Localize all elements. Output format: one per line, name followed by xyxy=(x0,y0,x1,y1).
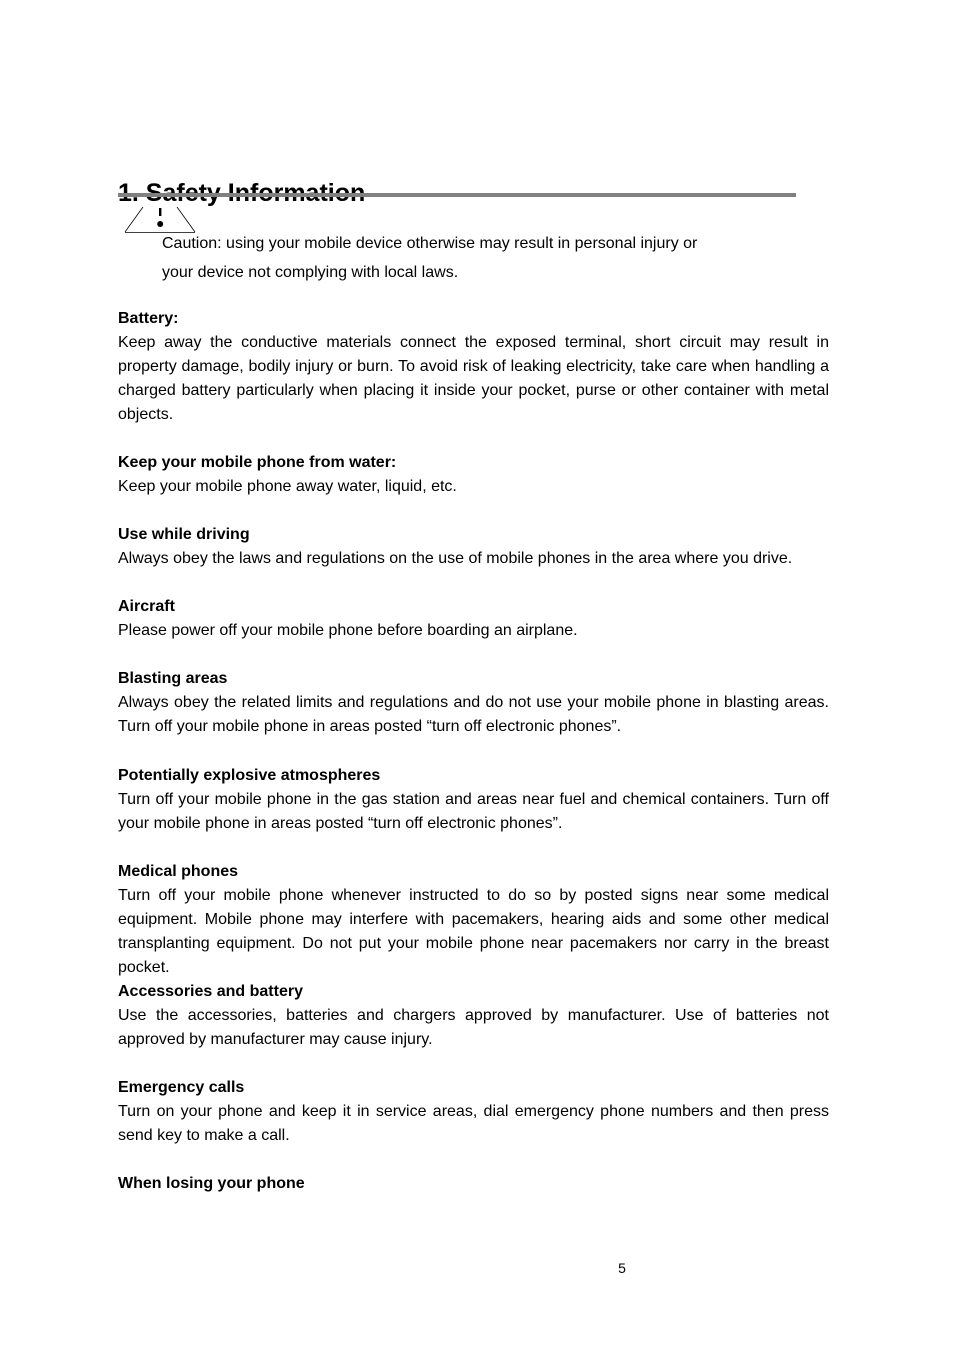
section-heading: Use while driving xyxy=(118,526,250,543)
page-number: 5 xyxy=(618,1260,626,1276)
section-heading: Accessories and battery xyxy=(118,983,303,1000)
section-battery xyxy=(118,307,829,427)
title-block xyxy=(118,176,798,210)
section-text: Always obey the related limits and regulations and do not use your mobile phone in blasting areas. Turn off your mobile phone in areas posted “turn off electronic phones”. xyxy=(118,694,829,735)
section-losing-phone xyxy=(118,1172,829,1196)
section-aircraft xyxy=(118,595,829,643)
section-blasting xyxy=(118,667,829,739)
section-text: Turn on your phone and keep it in service areas, dial emergency phone numbers and then press send key to make a call. xyxy=(118,1103,829,1144)
section-text: Always obey the laws and regulations on the use of mobile phones in the area where you drive. xyxy=(118,550,793,567)
document-body xyxy=(118,307,829,1196)
section-explosive xyxy=(118,764,829,836)
section-accessories xyxy=(118,980,829,1052)
section-text: Turn off your mobile phone in the gas station and areas near fuel and chemical containers. Turn off your mobile phone in areas posted “turn off electronic phones”. xyxy=(118,791,829,832)
section-heading: Aircraft xyxy=(118,598,175,615)
section-heading: Blasting areas xyxy=(118,670,228,687)
section-text: Use the accessories, batteries and chargers approved by manufacturer. Use of batteries not approved by manufacturer may cause injury. xyxy=(118,1007,829,1048)
caution-line: your device not complying with local laws. xyxy=(162,264,459,281)
section-heading: Keep your mobile phone from water: xyxy=(118,454,397,471)
section-heading: Emergency calls xyxy=(118,1079,245,1096)
caution-line: Caution: using your mobile device otherwise may result in personal injury or xyxy=(162,235,698,252)
caution-text xyxy=(162,229,762,287)
section-driving xyxy=(118,523,829,571)
section-medical xyxy=(118,860,829,980)
title-rule xyxy=(118,193,796,197)
section-text: Please power off your mobile phone before boarding an airplane. xyxy=(118,622,578,639)
section-text: Turn off your mobile phone whenever instructed to do so by posted signs near some medical equipment. Mobile phone may interfere with pacemakers, hearing aids and some other medical transplanting equipment. Do not put your mobile phone near pacemakers nor carry in the breast pocket. xyxy=(118,887,829,976)
section-heading: Medical phones xyxy=(118,863,239,880)
section-heading: Battery: xyxy=(118,310,179,327)
section-heading: Potentially explosive atmospheres xyxy=(118,767,381,784)
section-text: Keep away the conductive materials connect the exposed terminal, short circuit may result in property damage, bodily injury or burn. To avoid risk of leaking electricity, take care when handling a charged battery particularly when placing it inside your pocket, purse or other container with metal objects. xyxy=(118,334,829,423)
section-emergency xyxy=(118,1076,829,1148)
section-heading: When losing your phone xyxy=(118,1175,305,1192)
section-text: Keep your mobile phone away water, liquid, etc. xyxy=(118,478,457,495)
section-water xyxy=(118,451,829,499)
